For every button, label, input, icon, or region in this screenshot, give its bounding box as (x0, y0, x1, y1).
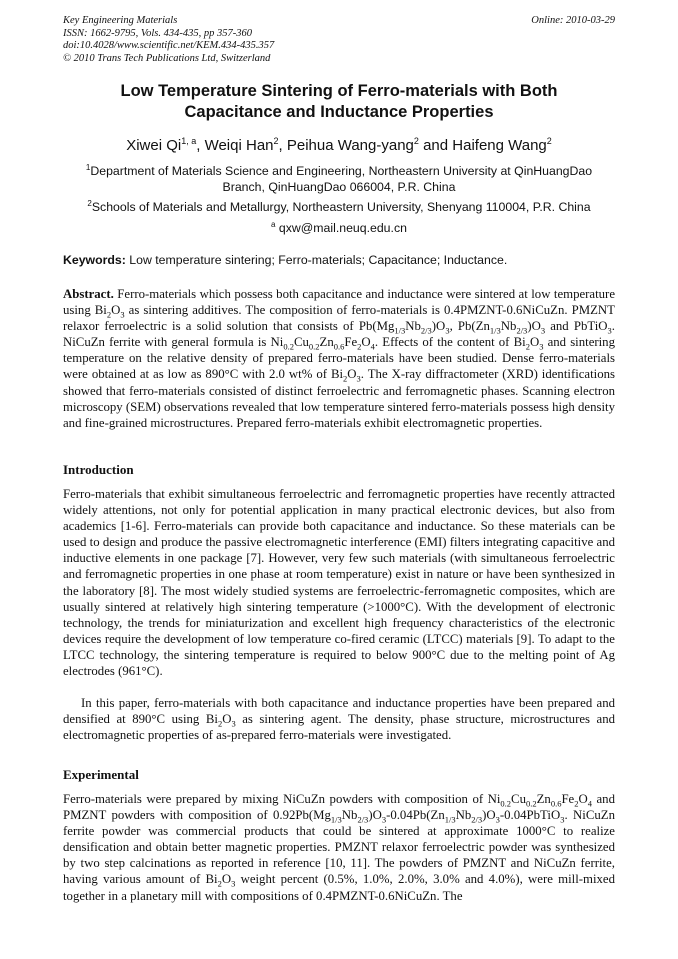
author-name: Xiwei Qi (126, 137, 182, 154)
keywords-text: Low temperature sintering; Ferro-materials; Capacitance; Inductance. (125, 253, 508, 267)
author-sup: 2 (546, 136, 552, 146)
text-run: )O (482, 808, 496, 823)
email-sup: a (271, 220, 276, 229)
subscript: 2/3 (516, 325, 528, 336)
subscript: 0.6 (333, 341, 345, 352)
copyright-line: © 2010 Trans Tech Publications Ltd, Switzerland (63, 52, 271, 64)
text-run: O (578, 792, 588, 806)
author-sup: 1, a (181, 136, 197, 146)
subscript: 1/3 (444, 814, 456, 825)
text-run: O (221, 872, 232, 887)
subscript: 3 (540, 325, 546, 336)
affiliation-text: Schools of Materials and Metallurgy, Northeastern University, Shenyang 110004, P.R. China (91, 200, 591, 215)
text-run: weight percent (0.5%, 1.0%, 2.0%, 3.0% and 4.0%), were mill-mixed together in a planetary mill with compositions of 0.4PMZNT-0.6NiCuZn. The (63, 872, 616, 903)
text-run: O (111, 303, 121, 318)
journal-header (63, 15, 274, 65)
introduction-paragraph-1: Ferro-materials that exhibit simultaneous ferroelectric and ferromagnetic properties have recently attracted widely attentions, not only for potential application in many practical electronic devices, but also from academics [1-6]. Ferro-materials can provide both capacitance and inductance. So these materials can be used to design and produce the passive electromagnetic interference (EMI) filters integrating capacitive and inductive elements in one package [7]. However, very few such materials (with simultaneous ferroelectric and ferromagnetic properties in one phase at room temperature) exist in nature or have been synthesized in the laboratory [8]. The most widely studied systems are ferroelectric-ferromagnetic composites, which are usually sintered at relatively high sintering temperature (>1000°C). With the development of electronic technology, the trends for miniaturization and excellent high frequency characteristics of the electronic devices require the development of low temperature co-fired ceramic (LTCC) materials [9]. To adapt to the LTCC technology, the sintering temperature is required to below 900°C due to the melting point of Ag electrodes (961°C). (63, 487, 615, 679)
text-run: O (347, 367, 357, 382)
subscript: 2 (217, 718, 223, 729)
text-run: Nb (500, 319, 517, 334)
text-run: and PbTiO (545, 319, 608, 334)
text-run: and sintering temperature on the relative density of prepared ferro-materials have been studied. Dense ferro-materials were obtained at as low as 890°C with 2.0 wt% of Bi (63, 335, 615, 382)
section-heading-experimental: Experimental (63, 767, 139, 782)
text-run: Nb (341, 808, 358, 823)
online-date: Online: 2010-03-29 (531, 15, 615, 26)
subscript: 3 (356, 374, 361, 385)
text-run: )O (368, 808, 382, 823)
subscript: 2 (357, 341, 362, 352)
subscript: 2/3 (471, 814, 483, 825)
text-run: Zn (319, 335, 334, 350)
text-run: -0.04Pb(Zn (386, 808, 445, 823)
subscript: 3 (607, 325, 612, 336)
text-run: Fe (344, 335, 358, 350)
affiliation-2 (63, 196, 615, 215)
abstract-label: Abstract. (63, 287, 114, 301)
keywords-label: Keywords: (63, 253, 126, 267)
text-run: Cu (511, 792, 526, 806)
text-run: . The X-ray diffractometer (XRD) identifications showed that ferro-materials consisted of distinct ferroelectric and ferromagnetic phases. Scanning electron microscopy (SEM) observations revealed that low temperature sintered ferro-materials possess high density and fine-grained microstructures. Prepared ferro-materials exhibit electromagnetic properties. (63, 367, 616, 430)
author-sep: and (418, 137, 453, 154)
subscript: 2 (106, 309, 112, 320)
subscript: 3 (539, 341, 544, 352)
subscript: 3 (445, 325, 450, 336)
subscript: 1/3 (330, 814, 342, 825)
text-run: In this paper, ferro-materials with both capacitance and inductance properties have been prepared and densified at 890°C using Bi (63, 696, 615, 727)
subscript: 2 (525, 341, 530, 352)
text-run: O (529, 335, 540, 350)
subscript: 3 (560, 814, 565, 825)
text-run: Fe (561, 792, 575, 806)
subscript: 2 (217, 879, 222, 890)
author-sup: 2 (273, 136, 279, 146)
text-run: O (361, 335, 371, 350)
paper-title (63, 81, 615, 123)
subscript: 3 (231, 718, 236, 729)
text-run: )O (527, 319, 541, 334)
subscript: 3 (120, 309, 125, 320)
subscript: 0.6 (550, 798, 562, 809)
text-run: as sintering agent. The density, phase structure, microstructures and electromagnetic properties of as-prepared ferro-materials were investigated. (63, 712, 616, 743)
text-run: and PMZNT powders with composition of 0.92Pb(Mg (63, 792, 615, 823)
affiliation-sup: 2 (87, 199, 92, 208)
author-name: Weiqi Han (204, 137, 274, 154)
author-sup: 2 (413, 136, 419, 146)
author-name: Peihua Wang-yang (286, 137, 414, 154)
subscript: 0.2 (283, 341, 294, 352)
subscript: 1/3 (394, 325, 406, 336)
text-run: Nb (405, 319, 421, 334)
text-run: O (222, 712, 232, 727)
text-run: Nb (455, 808, 472, 823)
text-run: Zn (536, 792, 551, 806)
abstract (63, 286, 615, 431)
subscript: 3 (381, 814, 387, 825)
affiliation-text: Department of Materials Science and Engineering, Northeastern University at QinHuangDao (90, 164, 593, 179)
experimental-paragraph (63, 791, 615, 904)
text-run: Cu (293, 335, 309, 350)
text-run: . NiCuZn ferrite with general formula is Ni (63, 319, 615, 350)
text-run: Ferro-materials which possess both capacitance and inductance were sintered at low temperature using Bi (63, 287, 615, 318)
subscript: 3 (231, 879, 236, 890)
text-run: Ferro-materials were prepared by mixing NiCuZn powders with composition of Ni (63, 792, 501, 806)
issn-line: ISSN: 1662-9795, Vols. 434-435, pp 357-360 (63, 27, 252, 39)
title-line-2: Capacitance and Inductance Properties (184, 103, 494, 121)
subscript: 4 (587, 798, 592, 809)
text-run: , Pb(Zn (449, 319, 490, 334)
affiliation-sup: 1 (85, 163, 91, 172)
subscript: 2 (574, 798, 579, 809)
keywords (63, 253, 615, 267)
journal-name: Key Engineering Materials (63, 15, 178, 26)
author-sep: , (196, 137, 205, 154)
author-name: Haifeng Wang (452, 137, 547, 154)
text-run: . NiCuZn ferrite powder was commercial products that could be sintered at approximate 1000°C to realize densification and obtain better magnetic properties. PMZNT relaxor ferroelectric powder was synthesized by two step calcinations as reported in reference [10, 11]. The powders of PMZNT and NiCuZn ferrite, having various amount of Bi (63, 808, 615, 887)
email-address: qxw@mail.neuq.edu.cn (278, 221, 407, 236)
author-list (63, 131, 615, 156)
title-line-1: Low Temperature Sintering of Ferro-materials with Both (120, 82, 558, 100)
subscript: 0.2 (525, 798, 537, 809)
author-sep: , (278, 137, 287, 154)
subscript: 0.2 (308, 341, 320, 352)
subscript: 2/3 (420, 325, 432, 336)
text-run: )O (431, 319, 446, 334)
text-run: as sintering additives. The composition of ferro-materials is 0.4PMZNT-0.6NiCuZn. PMZNT relaxor ferroelectric is a solid solution that consists of Pb(Mg (63, 303, 615, 334)
doi-line: doi:10.4028/www.scientific.net/KEM.434-435.357 (63, 40, 275, 51)
text-run: . Effects of the content of Bi (374, 335, 526, 350)
subscript: 0.2 (500, 798, 512, 809)
affiliation-text: Branch, QinHuangDao 066004, P.R. China (222, 180, 456, 195)
subscript: 1/3 (489, 325, 501, 336)
affiliation-1 (63, 160, 615, 195)
introduction-paragraph-2 (63, 695, 615, 743)
subscript: 2 (343, 374, 348, 385)
contact-email (63, 217, 615, 236)
subscript: 3 (495, 814, 500, 825)
subscript: 2/3 (357, 814, 369, 825)
section-heading-introduction: Introduction (63, 462, 134, 477)
text-run: -0.04PbTiO (499, 808, 561, 823)
subscript: 4 (370, 341, 375, 352)
